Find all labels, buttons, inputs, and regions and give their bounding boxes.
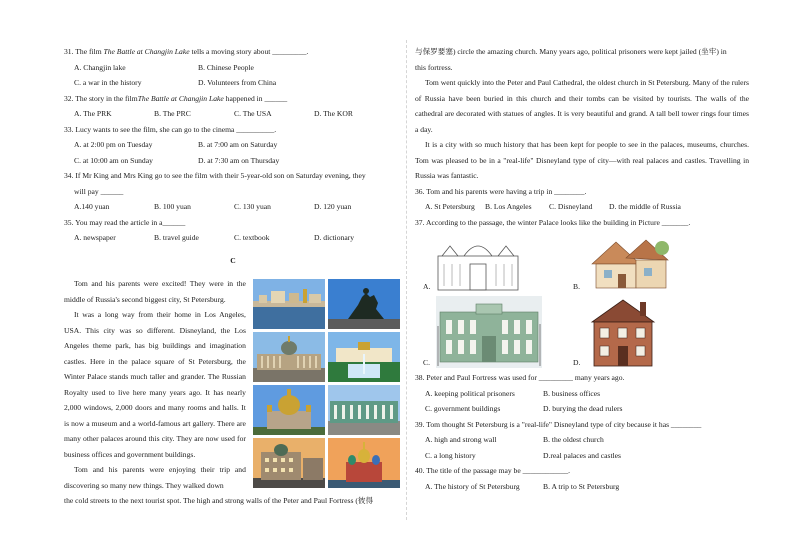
kazan-cathedral-photo <box>253 332 325 382</box>
picture-d-label: D. <box>573 358 581 367</box>
picture-a <box>423 234 573 292</box>
option-a: A.140 yuan <box>74 202 110 211</box>
question-32 <box>64 91 402 107</box>
option-b: B. Los Angeles <box>485 202 532 211</box>
q40-options <box>415 479 749 495</box>
option-b: B. the oldest church <box>543 435 604 444</box>
q32-blank: happened in ______ <box>223 93 288 103</box>
picture-b <box>573 234 723 292</box>
option-c: C. 130 yuan <box>234 202 271 211</box>
q31-options-row1 <box>64 60 402 76</box>
option-b: B. Chinese People <box>198 62 254 72</box>
st-isaacs-cathedral-photo <box>253 385 325 435</box>
option-c: C. a long history <box>425 450 476 460</box>
question-34-cont: will pay ______ <box>74 186 124 196</box>
option-d: D. The KOR <box>314 109 353 118</box>
passage-paragraph-3a: Tom and his parents were enjoying their trip and discovering so many new things. They walked down <box>64 465 246 490</box>
q38-options-row1 <box>415 386 749 402</box>
river-embankment-photo <box>253 279 325 329</box>
q32-options <box>64 106 402 122</box>
option-d: D. the middle of Russia <box>609 202 681 211</box>
q39-options-row2 <box>415 448 749 464</box>
option-d: D. 120 yuan <box>314 202 352 211</box>
question-31 <box>64 44 402 60</box>
option-b: B. The PRC <box>154 109 191 118</box>
photo-collage <box>253 276 402 493</box>
picture-a-label: A. <box>423 282 431 291</box>
question-40: 40. The title of the passage may be ____________. <box>415 466 571 475</box>
option-d: D. dictionary <box>314 233 355 242</box>
palace-drawing <box>436 296 542 368</box>
singer-house-photo <box>253 438 325 488</box>
question-39: 39. Tom thought St Petersburg is a "real-life" Disneyland type of city because it has ________ <box>415 419 702 429</box>
picture-c-label: C. <box>423 358 430 367</box>
passage-paragraph-4: Tom went quickly into the Peter and Paul Cathedral, the oldest church in St Petersburg. Many of the rulers of Russia have been buried in this church and their tombs can be visited by tourists. The walls of the cathedral are decorated with statues of angles. It is very beautiful and grand. A tall bell tower rings four times a day. <box>415 78 749 134</box>
winter-palace-photo <box>328 385 400 435</box>
option-b: B. travel guide <box>154 233 199 242</box>
q32-text: 32. The story in the film <box>64 93 138 103</box>
brick-house-drawing <box>586 296 660 368</box>
film-title: The Battle at Changjin Lake <box>137 93 224 103</box>
option-a: A. high and strong wall <box>425 435 497 444</box>
question-33: 33. Lucy wants to see the film, she can go to the cinema __________. <box>64 124 277 134</box>
option-b: B. at 7:00 am on Saturday <box>198 140 278 149</box>
option-a: A. The history of St Petersburg <box>425 481 520 491</box>
cottage-drawing <box>586 234 672 292</box>
picture-row-2 <box>423 296 749 368</box>
q38-options-row2 <box>415 401 749 417</box>
option-b: B. A trip to St Petersburg <box>543 481 620 491</box>
option-d: D.real palaces and castles <box>543 450 622 460</box>
question-35: 35. You may read the article in a______ <box>64 217 186 227</box>
option-d: D. at 7:30 am on Thursday <box>198 155 280 165</box>
picture-row-1 <box>423 234 749 292</box>
church-of-savior-photo <box>328 438 400 488</box>
right-column <box>415 44 749 494</box>
option-a: A. Changjin lake <box>74 62 126 72</box>
passage-with-photos <box>64 276 402 493</box>
q31-text: 31. The film <box>64 47 104 56</box>
option-b: B. business offices <box>543 388 601 398</box>
picture-c <box>423 296 573 368</box>
passage-paragraph-5: It is a city with so much history that has been kept for people to see in the palaces, museums, churches. Tom was pleased to be in a "real-life" Disneyland type of city—with real palaces and castles. Travelling in Russia was fantastic. <box>415 140 749 180</box>
question-36: 36. Tom and his parents were having a trip in ________. <box>415 186 587 196</box>
option-a: A. keeping political prisoners <box>425 388 515 398</box>
option-c: C. The USA <box>234 109 272 118</box>
column-divider <box>406 40 408 520</box>
bronze-horseman-photo <box>328 279 400 329</box>
question-37: 37. According to the passage, the winter Palace looks like the building in Picture _______. <box>415 217 691 227</box>
film-title: The Battle at Changjin Lake <box>103 47 190 56</box>
option-c: C. Disneyland <box>549 202 593 211</box>
q33-options-row2 <box>64 153 402 169</box>
picture-d <box>573 296 723 368</box>
option-c: C. at 10:00 am on Sunday <box>74 155 153 165</box>
picture-b-label: B. <box>573 282 580 291</box>
passage-continuation: 与保罗要塞) circle the amazing church. Many years ago, political prisoners were kept jailed (坐牢) in <box>415 47 727 56</box>
q35-options <box>64 230 402 246</box>
passage-paragraph-3b: the cold streets to the next tourist spot. The high and strong walls of the Peter and Paul Fortress (彼得 <box>64 496 374 506</box>
passage-paragraph-2: It was a long way from their home in Los Angeles, USA. This city was so different. Disneyland, the Los Angeles theme park, has big buildings and imagination castles. Here in the palace square of St Petersburg, the Winter Palace stands much taller and grander. The Russian Royalty used to live here many years ago. It has nearly 2,000 windows, 2,000 doors and many rooms and halls. It is now a museum and a world-famous art gallery. There are many other palaces around this city. They are now used for business offices and government buildings. <box>64 310 246 459</box>
passage-left <box>64 276 246 493</box>
option-b: B. 100 yuan <box>154 202 191 211</box>
q39-options-row1 <box>415 432 749 448</box>
option-c: C. government buildings <box>425 404 501 413</box>
left-column <box>64 44 402 509</box>
q31-options-row2 <box>64 75 402 91</box>
option-a: A. newspaper <box>74 233 116 242</box>
option-c: C. textbook <box>234 233 270 242</box>
question-34: 34. If Mr King and Mrs King go to see the film with their 5-year-old son on Saturday evening, they <box>64 171 366 180</box>
question-38: 38. Peter and Paul Fortress was used for _________ many years ago. <box>415 373 625 382</box>
option-d: D. Volunteers from China <box>198 78 277 87</box>
gate-building-drawing <box>436 234 520 292</box>
q31-blank: tells a moving story about _________. <box>189 47 309 56</box>
option-a: A. St Petersburg <box>425 202 475 211</box>
peterhof-fountains-photo <box>328 332 400 382</box>
option-d: D. burying the dead rulers <box>543 404 623 413</box>
q36-options <box>415 199 749 215</box>
passage-paragraph-1: Tom and his parents were excited! They were in the middle of Russia's second biggest city, St Petersburg. <box>64 279 246 304</box>
passage-continuation-2: this fortress. <box>415 62 453 72</box>
q34-options <box>64 199 402 215</box>
option-a: A. at 2:00 pm on Tuesday <box>74 140 153 149</box>
option-a: A. The PRK <box>74 109 112 118</box>
section-label: C <box>230 256 236 266</box>
option-c: C. a war in the history <box>74 78 142 87</box>
q33-options-row1 <box>64 137 402 153</box>
